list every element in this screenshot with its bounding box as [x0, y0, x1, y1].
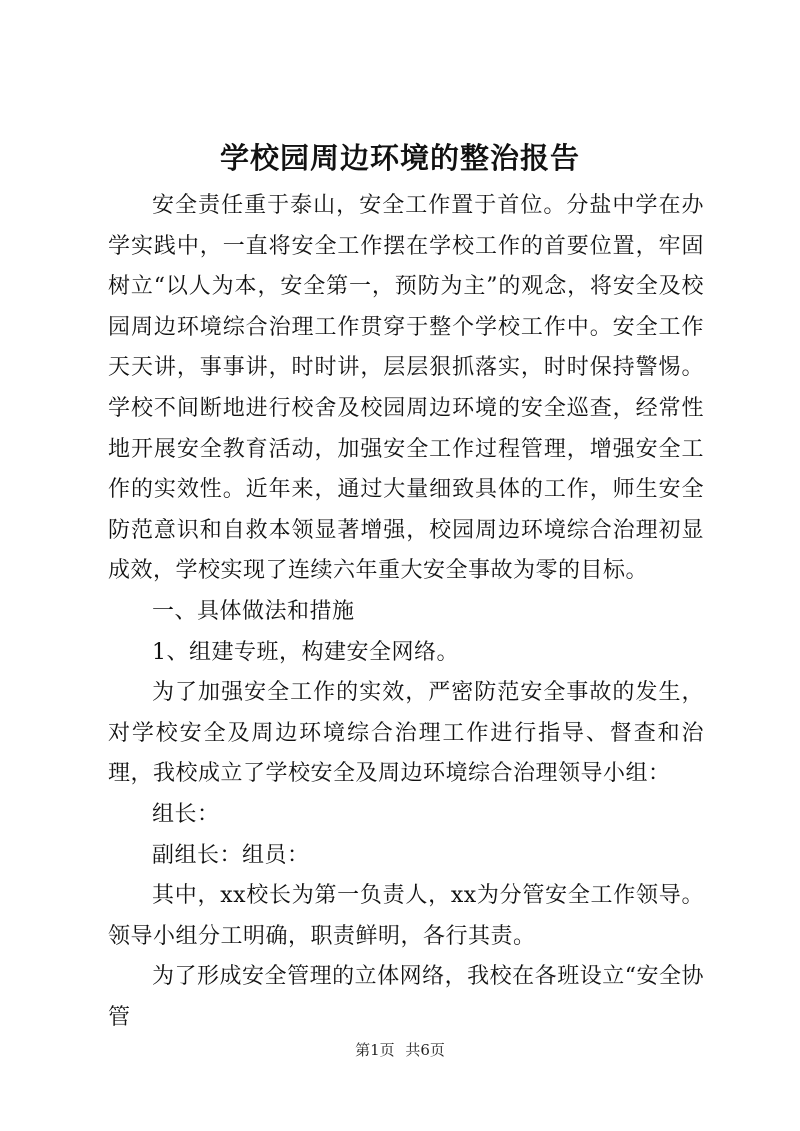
page-number: 第1页: [355, 1041, 395, 1059]
subsection-heading: 1、组建专班，构建安全网络。: [152, 639, 459, 665]
page-footer: [0, 1040, 800, 1060]
paragraph-group-leader: 组长：: [152, 801, 220, 827]
document-body: [108, 186, 704, 1038]
paragraph-responsibility: 其中，xx校长为第一负责人，xx为分管安全工作领导。领导小组分工明确，职责鲜明，各行其责。: [108, 883, 704, 949]
document-title: 学校园周边环境的整治报告: [219, 141, 580, 175]
paragraph-leadership-group: 为了加强安全工作的实效，严密防范安全事故的发生，对学校安全及周边环境综合治理工作进行指导、督查和治理，我校成立了学校安全及周边环境综合治理领导小组：: [108, 680, 704, 787]
page-total: 共6页: [405, 1041, 445, 1059]
paragraph-deputy-members: 副组长：组员：: [152, 842, 310, 868]
section-heading: 一、具体做法和措施: [152, 598, 355, 624]
paragraph-intro: 安全责任重于泰山，安全工作置于首位。分盐中学在办学实践中，一直将安全工作摆在学校工作的首要位置，牢固树立“以人为本，安全第一，预防为主”的观念，将安全及校园周边环境综合治理工作贯穿于整个学校工作中。安全工作天天讲，事事讲，时时讲，层层狠抓落实，时时保持警惕。学校不间断地进行校舍及校园周边环境的安全巡查，经常性地开展安全教育活动，加强安全工作过程管理，增强安全工作的实效性。近年来，通过大量细致具体的工作，师生安全防范意识和自救本领显著增强，校园周边环境综合治理初显成效，学校实现了连续六年重大安全事故为零的目标。: [108, 193, 704, 584]
paragraph-network: 为了形成安全管理的立体网络，我校在各班设立“安全协管: [108, 964, 704, 1030]
